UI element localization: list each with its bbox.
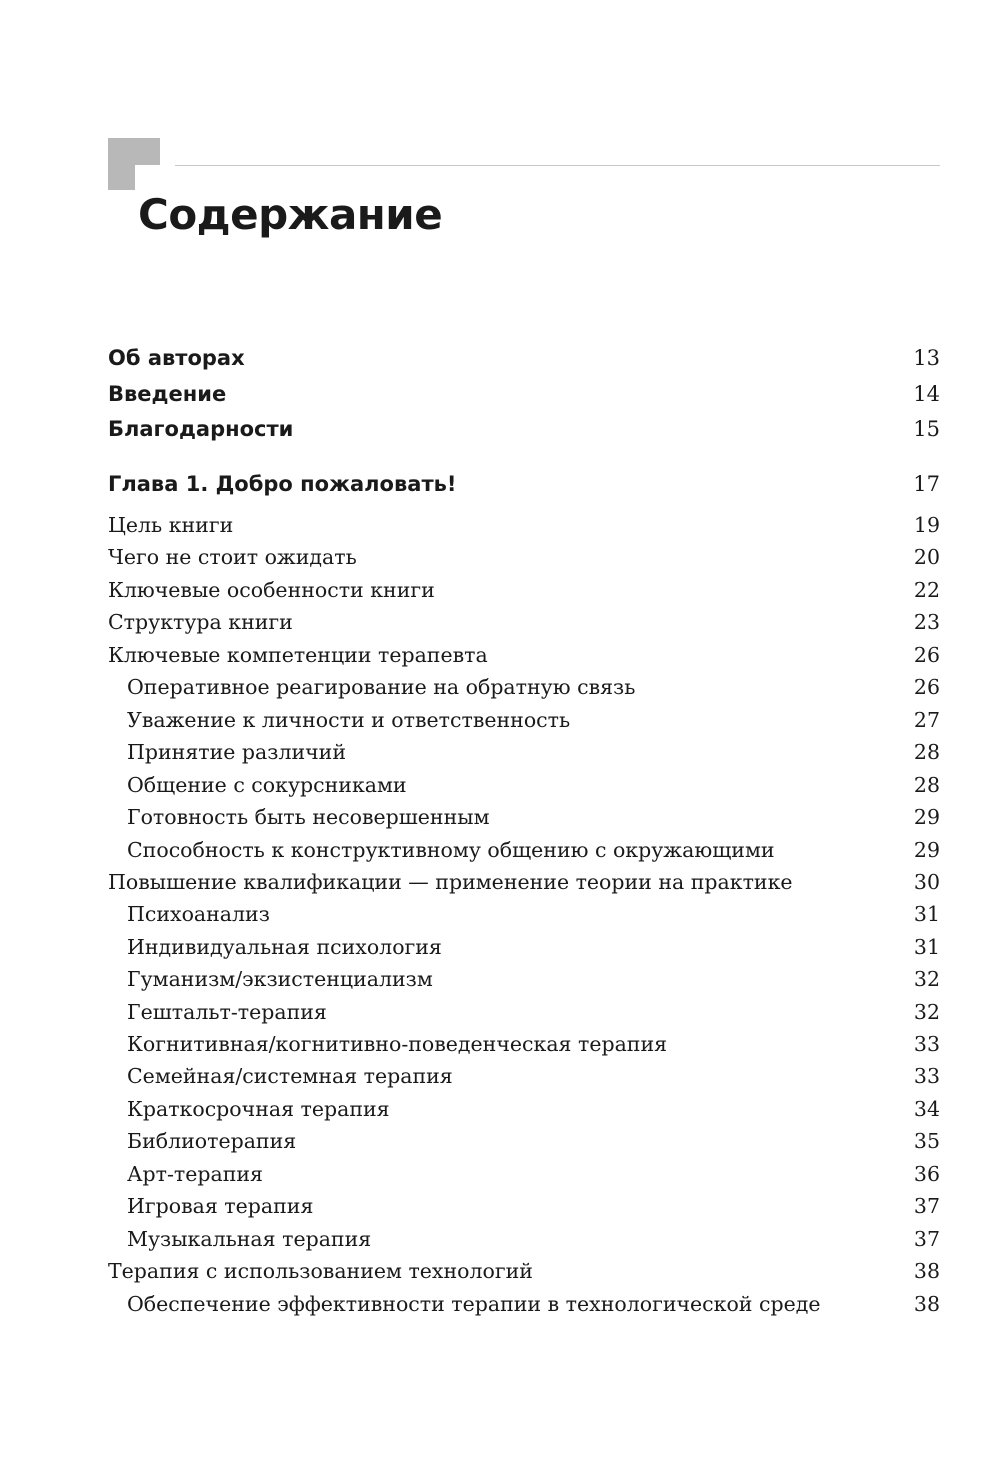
toc-page: 33 — [913, 1064, 940, 1088]
toc-label: Глава 1. Добро пожаловать! — [108, 472, 457, 496]
toc-subentry[interactable] — [127, 1227, 940, 1251]
toc-page: 34 — [913, 1097, 940, 1121]
toc-page: 32 — [913, 967, 940, 991]
toc-page: 30 — [913, 870, 940, 894]
toc-subentry[interactable] — [127, 740, 940, 764]
toc-page: 37 — [913, 1194, 940, 1218]
toc-label: Структура книги — [108, 610, 293, 634]
toc-label: Семейная/системная терапия — [127, 1064, 453, 1088]
toc-subentry[interactable] — [127, 1000, 940, 1024]
toc-page: 36 — [913, 1162, 940, 1186]
toc-subentry[interactable] — [127, 708, 940, 732]
toc-page: 28 — [913, 773, 940, 797]
toc-page: 33 — [913, 1032, 940, 1056]
toc-label: Терапия с использованием технологий — [108, 1259, 533, 1283]
toc-page: 27 — [913, 708, 940, 732]
toc-entry[interactable] — [108, 578, 940, 602]
toc-subentry[interactable] — [127, 1097, 940, 1121]
toc-chapter-1[interactable] — [108, 472, 940, 496]
toc-entry[interactable] — [108, 870, 940, 894]
toc-subentry[interactable] — [127, 1032, 940, 1056]
toc-label: Общение с сокурсниками — [127, 773, 407, 797]
toc-front-about[interactable] — [108, 346, 940, 370]
toc-label: Игровая терапия — [127, 1194, 314, 1218]
toc-subentry[interactable] — [127, 1194, 940, 1218]
toc-label: Цель книги — [108, 513, 234, 537]
toc-subentry[interactable] — [127, 805, 940, 829]
toc-subentry[interactable] — [127, 838, 940, 862]
toc-page: 29 — [913, 805, 940, 829]
toc-page: 38 — [913, 1292, 940, 1316]
toc-page: 31 — [913, 902, 940, 926]
toc-subentry[interactable] — [127, 675, 940, 699]
page-title: Содержание — [138, 190, 443, 239]
toc-page: 23 — [913, 610, 940, 634]
toc-subentry[interactable] — [127, 1162, 940, 1186]
toc-subentry[interactable] — [127, 1129, 940, 1153]
toc-entry[interactable] — [108, 513, 940, 537]
toc-label: Гештальт-терапия — [127, 1000, 327, 1024]
toc-label: Повышение квалификации — применение теории на практике — [108, 870, 793, 894]
toc-page: 32 — [913, 1000, 940, 1024]
toc-page: 29 — [913, 838, 940, 862]
toc-entry[interactable] — [108, 643, 940, 667]
toc-page: 26 — [913, 643, 940, 667]
toc-entry[interactable] — [108, 610, 940, 634]
toc-page: 22 — [913, 578, 940, 602]
toc-page: 14 — [913, 382, 940, 406]
toc-subentry[interactable] — [127, 1292, 940, 1316]
toc-label: Библиотерапия — [127, 1129, 297, 1153]
toc-label: Принятие различий — [127, 740, 347, 764]
toc-label: Ключевые особенности книги — [108, 578, 435, 602]
toc-label: Готовность быть несовершенным — [127, 805, 490, 829]
toc-label: Введение — [108, 382, 227, 406]
toc-front-intro[interactable] — [108, 382, 940, 406]
toc-entry[interactable] — [108, 545, 940, 569]
toc-label: Индивидуальная психология — [127, 935, 442, 959]
toc-label: Оперативное реагирование на обратную связь — [127, 675, 636, 699]
toc-subentry[interactable] — [127, 773, 940, 797]
toc-subentry[interactable] — [127, 902, 940, 926]
toc-page: 15 — [913, 417, 940, 441]
toc-label: Уважение к личности и ответственность — [127, 708, 571, 732]
toc-label: Способность к конструктивному общению с окружающими — [127, 838, 775, 862]
toc-page: 37 — [913, 1227, 940, 1251]
toc-label: Чего не стоит ожидать — [108, 545, 357, 569]
toc-page: 28 — [913, 740, 940, 764]
toc-front-thanks[interactable] — [108, 417, 940, 441]
toc-subentry[interactable] — [127, 967, 940, 991]
toc-page: 38 — [913, 1259, 940, 1283]
toc-label: Благодарности — [108, 417, 294, 441]
toc-page: 35 — [913, 1129, 940, 1153]
toc-label: Краткосрочная терапия — [127, 1097, 390, 1121]
toc-page: 19 — [913, 513, 940, 537]
toc-label: Арт-терапия — [127, 1162, 263, 1186]
toc-label: Обеспечение эффективности терапии в технологической среде — [127, 1292, 821, 1316]
toc-page: 20 — [913, 545, 940, 569]
toc-page: 31 — [913, 935, 940, 959]
toc-label: Музыкальная терапия — [127, 1227, 372, 1251]
corner-decoration — [108, 138, 160, 190]
toc-label: Гуманизм/экзистенциализм — [127, 967, 433, 991]
header-rule — [175, 165, 940, 166]
toc-label: Когнитивная/когнитивно-поведенческая терапия — [127, 1032, 668, 1056]
toc-page: 13 — [913, 346, 940, 370]
toc-label: Психоанализ — [127, 902, 270, 926]
toc-subentry[interactable] — [127, 1064, 940, 1088]
toc-page: 17 — [913, 472, 940, 496]
toc-label: Ключевые компетенции терапевта — [108, 643, 488, 667]
toc-subentry[interactable] — [127, 935, 940, 959]
toc-entry[interactable] — [108, 1259, 940, 1283]
toc-page: 26 — [913, 675, 940, 699]
toc-label: Об авторах — [108, 346, 245, 370]
